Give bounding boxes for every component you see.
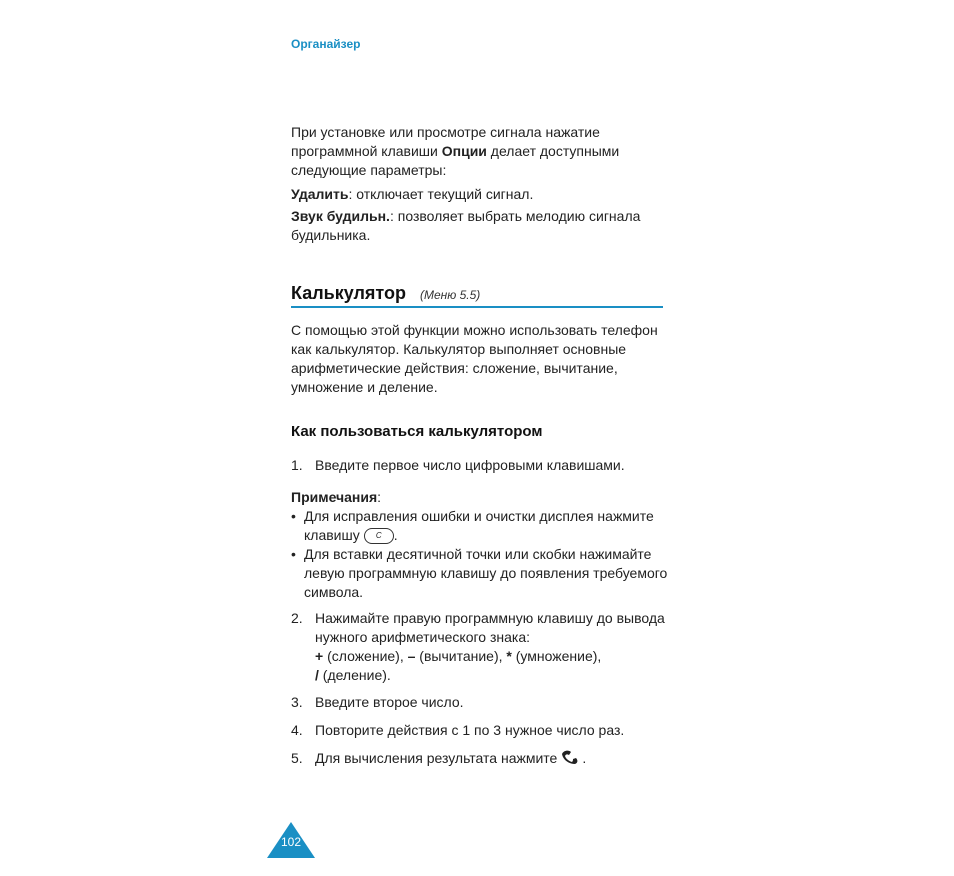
calculator-menu-ref: (Меню 5.5) [420,288,481,302]
step-3-text: Введите второе число. [315,694,464,710]
step-number: 1. [291,457,303,473]
param-desc: : позволяет выбрать мелодию сигнала будильника. [291,208,641,243]
step-2 [315,609,675,685]
phone-send-icon [560,749,582,770]
intro-text-before: При установке или просмотре сигнала нажатие программной клавиши [291,124,600,159]
plus-sign: + [315,648,324,664]
step-5 [315,749,675,770]
plus-desc: (сложение), [323,648,408,664]
notes-label: Примечания [291,489,378,505]
step-number: 4. [291,722,303,738]
note-1-text: Для исправления ошибки и очистки дисплея нажмите клавишу [304,508,654,543]
step-4-text: Повторите действия с 1 по 3 нужное число раз. [315,722,625,738]
section-divider [291,306,663,308]
clear-key-label: C [375,531,382,541]
step-number: 3. [291,694,303,710]
clear-key-icon [364,528,394,544]
param-alarm-sound [291,207,671,245]
param-name: Звук будильн. [291,208,390,224]
note-1 [304,507,674,545]
intro-text-after: делает доступными следующие параметры: [291,143,620,178]
note-2-text: Для вставки десятичной точки или скобки нажимайте левую программную клавишу до появления требуемого символа. [304,546,668,600]
howto-title: Как пользоваться калькулятором [291,423,543,440]
multiply-desc: (умножение), [511,648,602,664]
note-1-end: . [393,527,398,543]
calculator-description: С помощью этой функции можно использовать телефон как калькулятор. Калькулятор выполняет основные арифметические действия: сложение, вычитание, умножение и деление. [291,322,658,395]
calculator-title: Калькулятор [291,283,407,303]
param-delete [291,185,671,204]
minus-desc: (вычитание), [415,648,507,664]
step-number: 2. [291,610,303,626]
bullet: • [291,508,296,524]
step-2-text: Нажимайте правую программную клавишу до вывода нужного арифметического знака: [315,610,665,645]
param-name: Удалить [291,186,349,202]
step-1-text: Введите первое число цифровыми клавишами. [315,457,625,473]
minus-sign: – [407,648,416,664]
notes-colon: : [377,489,382,505]
intro-paragraph [291,123,671,180]
page-number: 102 [280,835,302,849]
divide-sign: / [315,667,319,683]
notes-heading [291,488,671,507]
step-5-end: . [582,750,587,767]
bullet: • [291,546,296,562]
param-desc: : отключает текущий сигнал. [348,186,534,202]
divide-desc: (деление). [318,667,391,683]
step-5-text: Для вычисления результата нажмите [315,750,558,767]
multiply-sign: * [506,648,512,664]
step-number: 5. [291,750,303,766]
section-header: Органайзер [291,37,361,51]
options-word: Опции [441,143,487,159]
